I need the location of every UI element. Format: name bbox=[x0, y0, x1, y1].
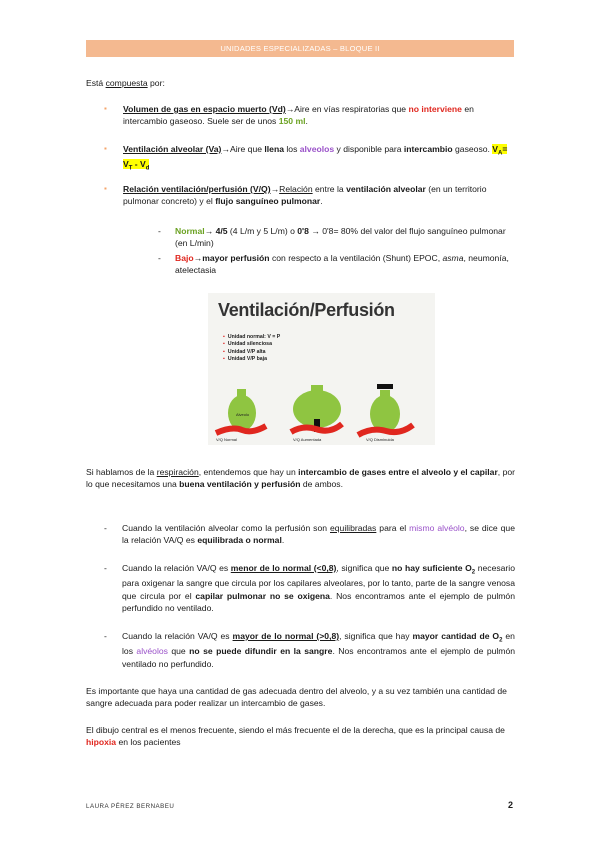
case-balanced: Cuando la ventilación alveolar como la perfusión son equilibradas para el mismo alvéolo, se dice que la relación VA/Q es equilibrada o normal. bbox=[122, 523, 515, 546]
dash-marker: - bbox=[104, 523, 107, 533]
formula-highlight: $V_A= V_T - V_d$ bbox=[123, 144, 508, 173]
alveolus-increased bbox=[291, 385, 342, 432]
alveolus-decreased bbox=[358, 384, 413, 435]
intro-line bbox=[86, 77, 516, 89]
bullet-marker: ▪ bbox=[104, 104, 107, 113]
alveoli-illustration bbox=[208, 293, 435, 445]
paragraph-respiration: Si hablamos de la respiración, entendemos que hay un intercambio de gases entre el alveolo y el capilar, por lo que necesitamos una buena ventilación y perfusión de ambos. bbox=[86, 467, 515, 490]
dash-marker: - bbox=[104, 631, 107, 641]
intro-underlined: compuesta bbox=[105, 78, 148, 88]
case-lower: Cuando la relación VA/Q es menor de lo normal (<0,8), significa que no hay suficiente $O_2$ necesario para oxigenar la sangre que circula por los capilares alveolares, por lo tanto, parte de la sangre venosa que circula por el capilar pulmonar no se oxigena. Nos encontramos ante el ejemplo de pulmón perfundido no ventilado. bbox=[122, 563, 515, 614]
bullet-marker: ▪ bbox=[104, 184, 107, 193]
case-higher: Cuando la relación VA/Q es mayor de lo normal (>0,8), significa que hay mayor cantidad de $O_2$ en los alvéolos que no se puede difundir en la sangre. Nos encontramos ante el ejemplo de pulmón ventilado no perfundido. bbox=[122, 631, 516, 669]
subitem-normal: Normal→ 4/5 (4 L/m y 5 L/m) o 0'8 → 0'8= 80% del valor del flujo sanguíneo pulmonar (en L/min) bbox=[175, 226, 506, 249]
vq-figure bbox=[208, 293, 435, 445]
legend-item: ▪ Unidad V/P alta bbox=[223, 349, 280, 356]
legend-item: ▪ Unidad normal: V = P bbox=[223, 334, 280, 341]
legend-item: ▪ Unidad silenciosa bbox=[223, 341, 280, 348]
legend-item: ▪ Unidad V/P baja bbox=[223, 356, 280, 363]
bullet-alveolar-ventilation: Ventilación alveolar (Va)→Aire que llena los alveolos y disponible para intercambio gaseoso. $V_A= V_T - V_d$ bbox=[123, 144, 508, 173]
dash-marker: - bbox=[158, 253, 161, 263]
dash-marker: - bbox=[158, 226, 161, 236]
alveolo-label: Alveolo bbox=[236, 412, 250, 417]
paragraph-importance: Es importante que haya una cantidad de gas adecuada dentro del alveolo, y a su vez también una cantidad de sangre adecuada para poder realizar un intercambio de gases. bbox=[86, 686, 507, 709]
subitem-low: Bajo→mayor perfusión con respecto a la ventilación (Shunt) EPOC, asma, neumonía, atelectasia bbox=[175, 253, 509, 276]
bullet-vq-ratio: Relación ventilación/perfusión (V/Q)→Relación entre la ventilación alveolar (en un territorio pulmonar concreto) y el flujo sanguíneo pulmonar. bbox=[123, 184, 487, 207]
footer-author: LAURA PÉREZ BERNABEU bbox=[86, 803, 175, 810]
bullet-dead-space: Volumen de gas en espacio muerto (Vd)→Aire en vías respiratorias que no interviene en intercambio gaseoso. Suele ser de unos 150 ml. bbox=[123, 104, 474, 127]
intro-text: Está bbox=[86, 78, 106, 88]
figure-label-normal: V/Q Normal bbox=[216, 437, 237, 442]
intro-text-end: por: bbox=[147, 78, 165, 88]
dash-marker: - bbox=[104, 563, 107, 573]
figure-label-increased: V/Q Aumentada bbox=[293, 437, 322, 442]
bullet-marker: ▪ bbox=[104, 144, 107, 153]
alveolus-normal bbox=[216, 389, 266, 433]
page-header: UNIDADES ESPECIALIZADAS – BLOQUE II bbox=[86, 40, 514, 57]
paragraph-frequency: El dibujo central es el menos frecuente, siendo el más frecuente el de la derecha, que es la principal causa de hipoxia en los pacientes bbox=[86, 725, 505, 748]
figure-label-decreased: V/Q Disminuida bbox=[366, 437, 394, 442]
figure-title: Ventilación/Perfusión bbox=[218, 300, 395, 320]
page-number: 2 bbox=[508, 800, 514, 810]
